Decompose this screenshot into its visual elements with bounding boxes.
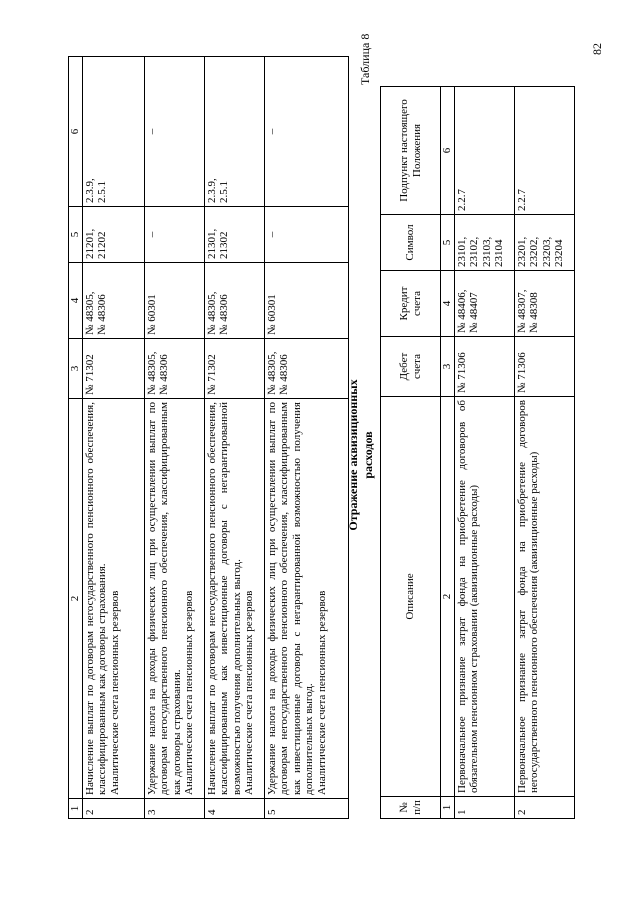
header-debit: Дебет счета — [381, 337, 441, 397]
col-num: 6 — [441, 87, 455, 215]
row-description: Первоначальное признание затрат фонда на приобретение договоров негосударственного пенсионного обеспечения (аквизиционные расходы) — [514, 397, 574, 797]
column-number-row — [441, 87, 455, 819]
header-number: № п/п — [381, 797, 441, 819]
description-text: Удержание налога на доходы физических лиц при осуществлении выплат по договорам негосударственного пенсионного обеспечения, классифицированным как договоры страхования. — [145, 402, 183, 795]
table-label: Таблица 8 — [358, 33, 372, 85]
row-number: 1 — [454, 797, 514, 819]
accounting-table-continuation — [68, 56, 349, 819]
row-description — [204, 399, 264, 799]
col-num: 5 — [69, 207, 83, 263]
col-num: 2 — [69, 399, 83, 799]
row-number: 5 — [264, 799, 348, 819]
col-num: 3 — [69, 339, 83, 399]
col-num: 1 — [441, 797, 455, 819]
clause-ref: 2.2.7 — [514, 87, 574, 215]
header-credit: Кредит счета — [381, 271, 441, 337]
symbol-code: – — [144, 207, 204, 263]
table-title: Отражение аквизиционных расходов — [346, 379, 375, 531]
credit-account: № 48305, № 48306 — [204, 263, 264, 339]
col-num: 1 — [69, 799, 83, 819]
col-num: 4 — [69, 263, 83, 339]
row-number: 3 — [144, 799, 204, 819]
credit-account: № 48305, № 48306 — [82, 263, 144, 339]
table-row — [144, 57, 204, 819]
clause-ref: 2.3.9, 2.5.1 — [204, 57, 264, 207]
page-number: 82 — [590, 43, 604, 55]
row-number: 4 — [204, 799, 264, 819]
table-row — [454, 87, 514, 819]
table-8 — [380, 86, 575, 819]
header-row — [381, 87, 441, 819]
header-clause: Подпункт настоящего Положения — [381, 87, 441, 215]
debit-account: № 71306 — [454, 337, 514, 397]
description-text: Начисление выплат по договорам негосударственного пенсионного обеспечения, классифицированным как инвестиционные договоры с негарантированной возможностью получения дополнительных выгод. — [205, 402, 243, 795]
row-number: 2 — [82, 799, 144, 819]
analytics-note: Аналитические счета пенсионных резервов — [183, 590, 195, 795]
clause-ref: – — [144, 57, 204, 207]
credit-account: № 60301 — [144, 263, 204, 339]
credit-account: № 48406, № 48407 — [454, 271, 514, 337]
symbol-code: 23101, 23102, 23103, 23104 — [454, 215, 514, 271]
row-description: Первоначальное признание затрат фонда на приобретение договоров об обязательном пенсионном страховании (аквизиционные расходы) — [454, 397, 514, 797]
row-number: 2 — [514, 797, 574, 819]
analytics-note: Аналитические счета пенсионных резервов — [315, 590, 328, 795]
description-text: Удержание налога на доходы физических лиц при осуществлении выплат по договорам негосударственного пенсионного обеспечения, классифицированным как инвестиционные договоры с негарантированной возможностью получения дополнительных выгод. — [265, 402, 315, 795]
col-num: 6 — [69, 57, 83, 207]
clause-ref: 2.2.7 — [454, 87, 514, 215]
debit-account: № 71302 — [82, 339, 144, 399]
table-row — [204, 57, 264, 819]
symbol-code: 23201, 23202, 23203, 23204 — [514, 215, 574, 271]
col-num: 5 — [441, 215, 455, 271]
credit-account: № 48307, № 48308 — [514, 271, 574, 337]
symbol-code: 21201, 21202 — [82, 207, 144, 263]
row-description — [82, 399, 144, 799]
debit-account: № 48305, № 48306 — [264, 339, 348, 399]
clause-ref: 2.3.9, 2.5.1 — [82, 57, 144, 207]
header-description: Описание — [381, 397, 441, 797]
debit-account: № 48305, № 48306 — [144, 339, 204, 399]
symbol-code: 21301, 21302 — [204, 207, 264, 263]
table-row — [264, 57, 348, 819]
debit-account: № 71306 — [514, 337, 574, 397]
col-num: 2 — [441, 397, 455, 797]
analytics-note: Аналитические счета пенсионных резервов — [108, 590, 121, 795]
column-number-row — [69, 57, 83, 819]
analytics-note: Аналитические счета пенсионных резервов — [243, 590, 255, 795]
row-description — [264, 399, 348, 799]
debit-account: № 71302 — [204, 339, 264, 399]
symbol-code: – — [264, 207, 348, 263]
table-row — [82, 57, 144, 819]
credit-account: № 60301 — [264, 263, 348, 339]
header-symbol: Символ — [381, 215, 441, 271]
col-num: 4 — [441, 271, 455, 337]
col-num: 3 — [441, 337, 455, 397]
table-row — [514, 87, 574, 819]
row-description — [144, 399, 204, 799]
description-text: Начисление выплат по договорам негосударственного пенсионного обеспечения, классифицированным как договоры страхования. — [83, 402, 108, 795]
clause-ref: – — [264, 57, 348, 207]
